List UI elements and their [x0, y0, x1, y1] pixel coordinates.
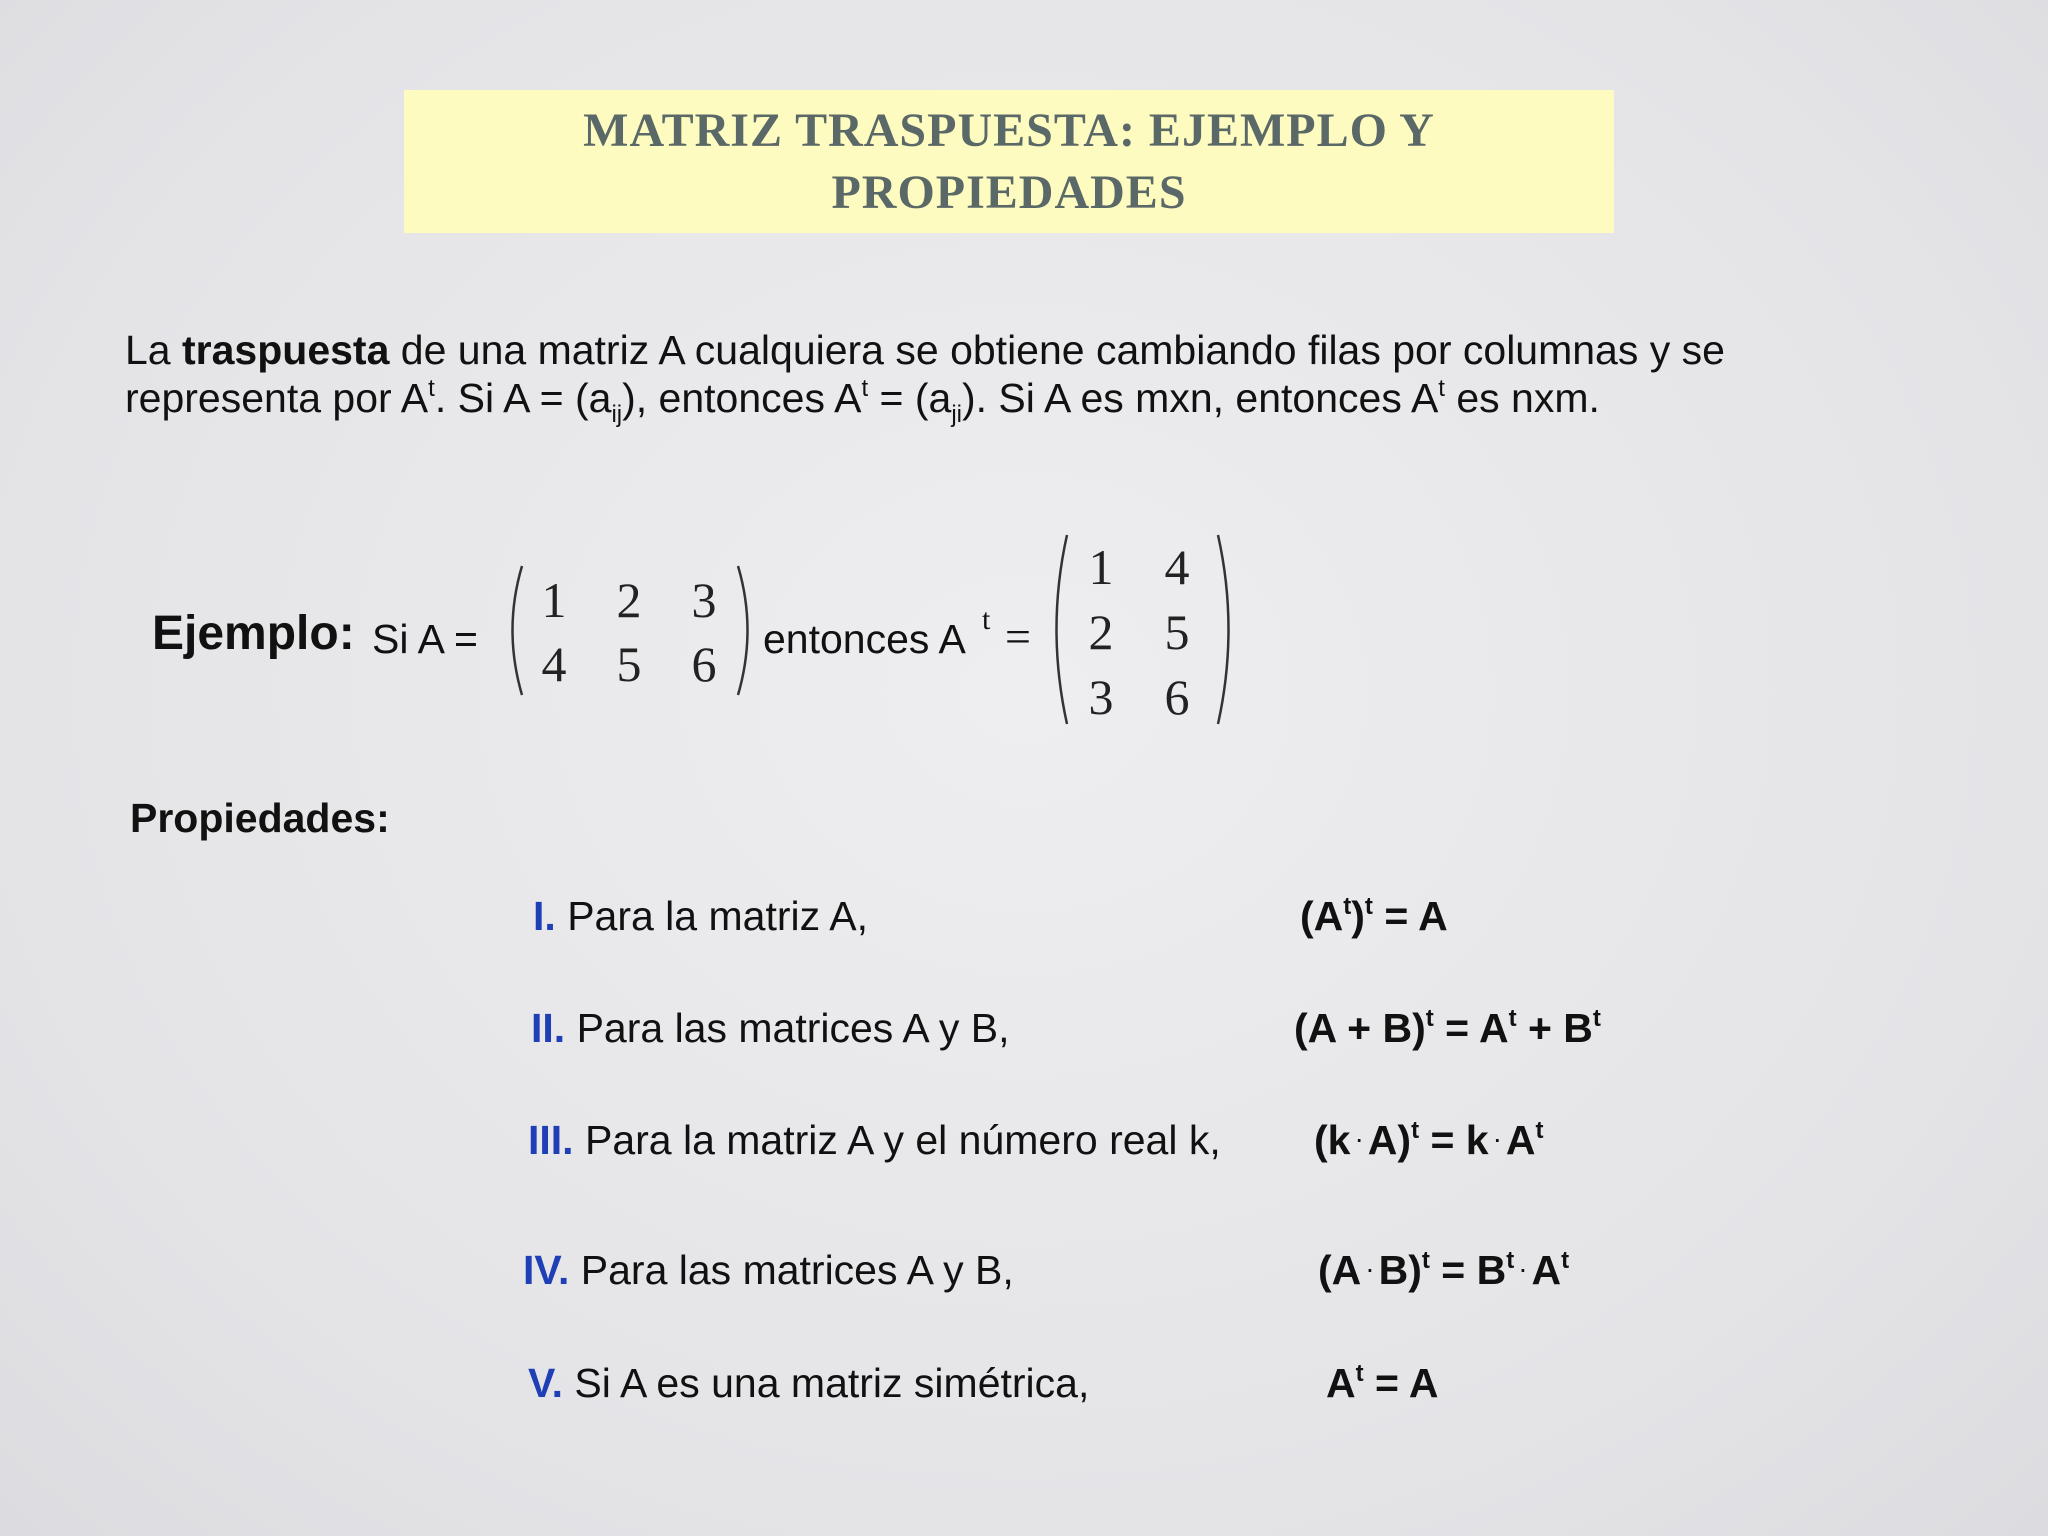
text-definition: de una matriz A cualquiera se obtiene cambiando filas por columnas y se — [400, 327, 1725, 373]
formula-part: (A — [1318, 1247, 1362, 1293]
matrix-at-cell: 5 — [1164, 604, 1190, 660]
text: representa por A — [125, 375, 429, 421]
formula-part: (A — [1300, 893, 1344, 939]
formula-part: + B — [1516, 1005, 1593, 1051]
property-formula — [1326, 1360, 1438, 1407]
property-numeral: III. — [528, 1117, 574, 1163]
property-item — [531, 1005, 1010, 1052]
property-formula — [1294, 1005, 1601, 1052]
property-item — [533, 893, 868, 940]
property-formula — [1314, 1117, 1544, 1164]
property-text: Para las matrices A y B, — [565, 1005, 1010, 1051]
formula-part: A) — [1367, 1117, 1412, 1163]
superscript-t: t — [1535, 1117, 1544, 1144]
matrix-a-cell: 6 — [691, 636, 717, 692]
formula-part: = A — [1372, 893, 1448, 939]
superscript-t: t — [1425, 1005, 1434, 1032]
definition-paragraph — [125, 326, 2005, 428]
text: ), entonces A — [622, 375, 862, 421]
property-formula — [1318, 1247, 1569, 1294]
property-item — [523, 1247, 1014, 1294]
superscript-t: t — [1561, 1247, 1570, 1274]
formula-part: = B — [1429, 1247, 1507, 1293]
superscript-t: t — [1364, 893, 1373, 920]
example-si-a: Si A = — [372, 616, 479, 662]
formula-part: (k — [1314, 1117, 1351, 1163]
matrix-a-cell: 2 — [616, 572, 642, 628]
left-parenthesis-icon — [1045, 532, 1071, 727]
text: ). Si A es mxn, entonces A — [961, 375, 1439, 421]
matrix-at-cell: 4 — [1164, 539, 1190, 595]
text: = (a — [868, 375, 952, 421]
formula-part: ) — [1351, 893, 1365, 939]
text: es nxm. — [1444, 375, 1600, 421]
superscript-t: t — [1438, 375, 1445, 402]
formula-part: B) — [1378, 1247, 1422, 1293]
subscript-ij: ij — [611, 401, 623, 428]
property-item — [528, 1117, 1221, 1164]
definition-line-2 — [125, 374, 2005, 428]
matrix-at-cell: 1 — [1088, 539, 1114, 595]
property-formula — [1300, 893, 1448, 940]
formula-dot: · — [1492, 1123, 1502, 1154]
formula-dot: · — [1365, 1253, 1375, 1284]
example-label: Ejemplo: — [152, 607, 355, 660]
property-text: Para la matriz A y el número real k, — [573, 1117, 1221, 1163]
formula-part: (A + B) — [1294, 1005, 1426, 1051]
formula-part: A — [1531, 1247, 1562, 1293]
title-line-2: PROPIEDADES — [831, 165, 1187, 219]
matrix-a-cell: 1 — [541, 572, 567, 628]
left-parenthesis-icon — [500, 563, 526, 698]
matrix-a-cell: 3 — [691, 572, 717, 628]
matrix-a-cell: 4 — [541, 636, 567, 692]
superscript-t: t — [861, 375, 869, 402]
matrix-a-transposed — [1045, 532, 1240, 727]
property-numeral: I. — [533, 893, 556, 939]
term-traspuesta: traspuesta — [182, 327, 390, 373]
superscript-t: t — [1343, 893, 1352, 920]
superscript-t: t — [1508, 1005, 1517, 1032]
property-numeral: II. — [531, 1005, 566, 1051]
formula-part: A — [1505, 1117, 1536, 1163]
superscript-t: t — [982, 603, 991, 636]
formula-dot: · — [1518, 1253, 1528, 1284]
property-text: Para la matriz A, — [555, 893, 868, 939]
definition-line-1 — [125, 326, 2005, 374]
property-text: Para las matrices A y B, — [569, 1247, 1014, 1293]
superscript-t: t — [1421, 1247, 1430, 1274]
matrix-at-cell: 6 — [1164, 669, 1190, 725]
superscript-t: t — [1355, 1360, 1364, 1387]
formula-part: A — [1326, 1360, 1356, 1406]
property-numeral: V. — [528, 1360, 563, 1406]
matrix-a-cell: 5 — [616, 636, 642, 692]
text-la: La — [125, 327, 171, 373]
example-entonces: entonces A — [763, 616, 966, 662]
property-text: Si A es una matriz simétrica, — [562, 1360, 1090, 1406]
property-item — [528, 1360, 1089, 1407]
formula-part: = A — [1433, 1005, 1509, 1051]
slide-title — [404, 90, 1614, 233]
properties-heading: Propiedades: — [130, 795, 390, 841]
superscript-t: t — [1411, 1117, 1420, 1144]
title-line-1: MATRIZ TRASPUESTA: EJEMPLO Y — [583, 103, 1435, 157]
matrix-at-cell: 3 — [1088, 669, 1114, 725]
matrix-at-cell: 2 — [1088, 604, 1114, 660]
right-parenthesis-icon — [734, 563, 760, 698]
equals-sign: = — [1005, 611, 1031, 662]
formula-part: = k — [1419, 1117, 1489, 1163]
superscript-t: t — [1592, 1005, 1601, 1032]
right-parenthesis-icon — [1214, 532, 1240, 727]
text: . Si A = (a — [434, 375, 612, 421]
superscript-t: t — [428, 375, 435, 402]
property-numeral: IV. — [523, 1247, 570, 1293]
matrix-a — [500, 563, 760, 698]
formula-part: = A — [1363, 1360, 1439, 1406]
formula-dot: · — [1354, 1123, 1364, 1154]
subscript-ji: ji — [951, 401, 962, 428]
superscript-t: t — [1506, 1247, 1515, 1274]
